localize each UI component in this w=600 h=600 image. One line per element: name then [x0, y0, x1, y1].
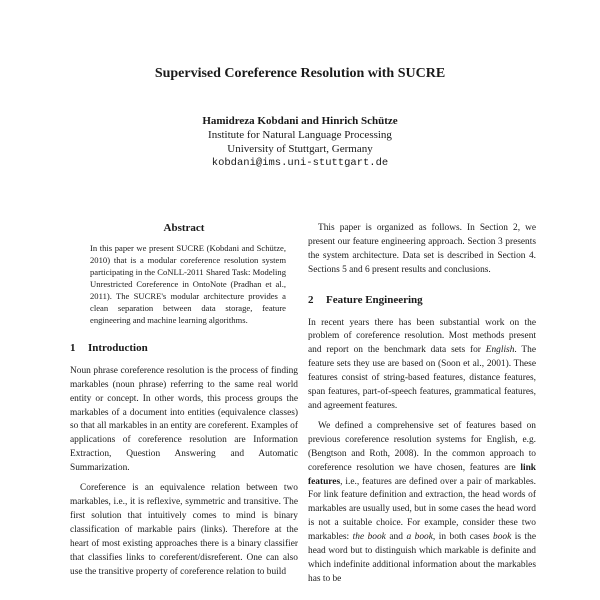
feature-paragraph-2: [308, 420, 536, 587]
section-number: 2: [308, 293, 314, 306]
emphasis-english: English: [485, 345, 515, 356]
right-column: [308, 222, 536, 587]
author-university: University of Stuttgart, Germany: [227, 143, 373, 155]
text-run: and: [385, 532, 407, 543]
paper-title: Supervised Coreference Resolution with SUCRE: [154, 66, 446, 81]
left-column: [70, 222, 298, 579]
text-run: . The feature sets they use are based on (Soon et al., 2001). These features consist of string-based features, distance features, span features, part-of-speech features, grammatical features, and agreement features.: [308, 345, 536, 411]
author-affiliation: Institute for Natural Language Processing: [208, 129, 392, 141]
author-block: [0, 114, 600, 170]
text-run: We defined a comprehensive set of features based on previous coreference resolution systems for English, e.g. (Bengtson and Roth, 2008). In the common approach to coreference resolution we have chosen, features are: [308, 420, 536, 473]
emphasis-book: book: [493, 532, 512, 543]
abstract-heading: Abstract: [163, 222, 205, 234]
section-heading-feature-engineering: [308, 294, 536, 308]
section-title: Introduction: [88, 341, 148, 354]
emphasis-a-book: a book: [406, 532, 433, 543]
introduction-paragraph-2: Coreference is an equivalence relation between two markables, i.e., it is reflexive, symmetric and transitive. The first solution that intuitively comes to mind is binary classification of markable pairs (links). Therefore at the heart of most existing approaches there is a binary classifier that classifies links to coreferent/disreferent. One can also use the transitive property of coreference relation to build: [70, 483, 298, 577]
emphasis-link-features: link features: [308, 462, 536, 487]
abstract-text: In this paper we present SUCRE (Kobdani and Schütze, 2010) that is a modular coreference resolution system participating in the CoNLL-2011 Shared Task: Modeling Unrestricted Coreference in OntoNote (Pradhan et al., 2011). The SUCRE's modular architecture provides a clean separation between data storage, feature engineering and machine learning algorithms.: [90, 242, 286, 325]
emphasis-the-book: the book: [352, 532, 386, 543]
section-heading-introduction: [70, 342, 298, 356]
author-names: Hamidreza Kobdani and Hinrich Schütze: [202, 115, 398, 127]
text-run: , in both cases: [432, 532, 494, 543]
organization-paragraph: This paper is organized as follows. In Section 2, we present our feature engineering approach. Section 3 presents the system architecture. Data set is described in Section 4. Sections 5 and 6 present results and conclusions.: [308, 223, 536, 275]
text-run: is the head word but to distinguish which markable is definite and which indefinite additional information about the markables has to be: [308, 532, 536, 584]
section-number: 1: [70, 341, 76, 354]
text-run: , i.e., features are defined over a pair of markables. For link feature definition and extraction, the head words of markables are usually used, but in some cases the head word is not a suitable choice. For example, consider these two markables:: [308, 476, 536, 543]
introduction-paragraph-1: Noun phrase coreference resolution is the process of finding markables (noun phrase) referring to the same real world entity or concept. In other words, this process groups the markables of a document into entities (equivalence classes) so that all markables in an entity are coreferent. Examples of applications of coreference resolution are Information Extraction, Question Answering and Automatic Summarization.: [70, 365, 298, 474]
text-run: In recent years there has been substantial work on the problem of coreference resolution. Most methods present and report on the benchmark data sets for: [308, 317, 536, 356]
section-title: Feature Engineering: [326, 293, 423, 306]
feature-paragraph-1: [308, 317, 536, 414]
author-email: kobdani@ims.uni-stuttgart.de: [211, 157, 389, 169]
